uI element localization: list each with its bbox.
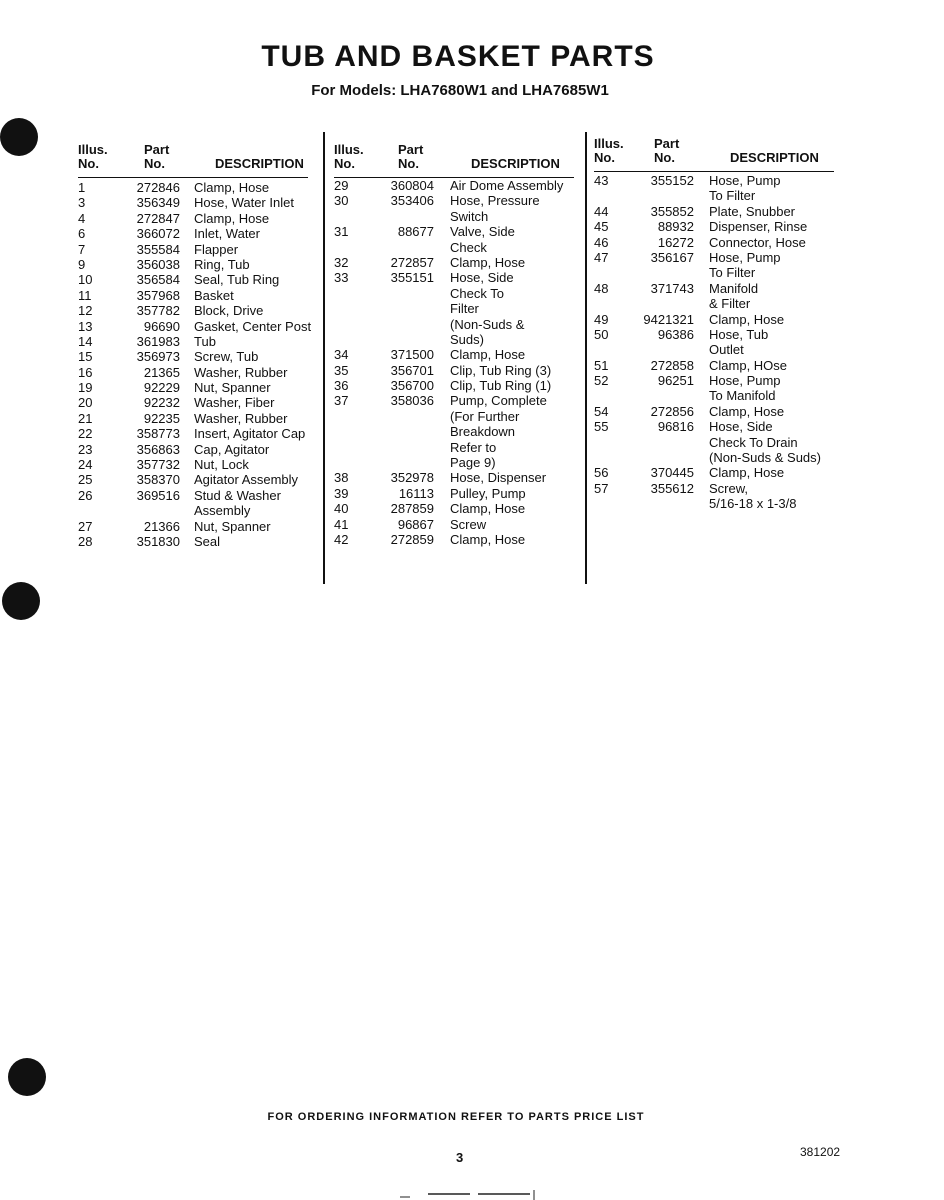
table-row: 42 272859 Clamp, Hose	[334, 531, 526, 547]
table-row: 11 357968 Basket	[78, 287, 234, 303]
table-row: 9 356038 Ring, Tub	[78, 256, 250, 272]
page-title: TUB AND BASKET PARTS	[261, 40, 655, 73]
header-description: DESCRIPTION	[730, 150, 819, 165]
table-row: Refer to	[450, 439, 497, 455]
table-row: 45 88932 Dispenser, Rinse	[594, 219, 808, 235]
table-row: Suds)	[450, 331, 484, 347]
column-header	[594, 131, 834, 172]
header-illus: Illus.	[594, 136, 624, 151]
table-row: 44 355852 Plate, Snubber	[594, 203, 796, 219]
table-row: 35 356701 Clip, Tub Ring (3)	[334, 362, 552, 378]
table-row: 22 358773 Insert, Agitator Cap	[78, 426, 306, 442]
table-row: 13 96690 Gasket, Center Post	[78, 318, 312, 334]
binder-hole-top	[0, 118, 38, 156]
table-row: 23 356863 Cap, Agitator	[78, 441, 270, 457]
table-row: To Filter	[709, 265, 756, 281]
table-row: 31 88677 Valve, Side	[334, 224, 515, 240]
table-row: 29 360804 Air Dome Assembly	[334, 178, 564, 193]
table-row: (For Further	[450, 408, 520, 424]
parts-column-1	[78, 137, 312, 549]
binder-hole-middle	[2, 582, 40, 620]
table-row: 12 357782 Block, Drive	[78, 303, 264, 319]
table-row: 56 370445 Clamp, Hose	[594, 465, 785, 481]
table-row: Check To	[450, 285, 504, 301]
header-illus-no: No.	[78, 156, 99, 171]
table-row: 24 357732 Nut, Lock	[78, 457, 249, 473]
table-row: 21 92235 Washer, Rubber	[78, 410, 288, 426]
table-row: 26 369516 Stud & Washer	[78, 487, 281, 503]
column-header	[334, 137, 574, 178]
table-row: 25 358370 Agitator Assembly	[78, 472, 299, 488]
table-row: Filter	[450, 301, 479, 317]
table-row: 20 92232 Washer, Fiber	[78, 395, 275, 411]
ordering-info-note: FOR ORDERING INFORMATION REFER TO PARTS PRICE LIST	[267, 1111, 645, 1123]
header-description: DESCRIPTION	[215, 156, 304, 171]
page-subtitle: For Models: LHA7680W1 and LHA7685W1	[311, 82, 609, 99]
table-row: 40 287859 Clamp, Hose	[334, 501, 526, 517]
header-illus-no: No.	[594, 150, 615, 165]
header-illus: Illus.	[78, 142, 108, 157]
table-row: 4 272847 Clamp, Hose	[78, 210, 270, 226]
table-row: 38 352978 Hose, Dispenser	[334, 470, 547, 486]
table-row: 3 356349 Hose, Water Inlet	[78, 195, 294, 211]
column-divider-1	[323, 132, 325, 584]
table-row: 55 96816 Hose, Side	[594, 419, 773, 435]
table-row: 32 272857 Clamp, Hose	[334, 254, 526, 270]
header-part: Part	[398, 142, 424, 157]
table-row: 49 9421321 Clamp, Hose	[594, 311, 785, 327]
table-row: 57 355612 Screw,	[594, 480, 749, 496]
document-code: 381202	[800, 1145, 841, 1159]
table-row: & Filter	[709, 296, 751, 312]
parts-rows	[334, 178, 574, 547]
table-row: 10 356584 Seal, Tub Ring	[78, 272, 280, 288]
table-row: 43 355152 Hose, Pump	[594, 173, 781, 188]
table-row: Assembly	[194, 503, 251, 519]
table-row: 51 272858 Clamp, HOse	[594, 357, 788, 373]
header-illus: Illus.	[334, 142, 364, 157]
table-row: 46 16272 Connector, Hose	[594, 234, 806, 250]
header-description: DESCRIPTION	[471, 156, 560, 171]
table-row: Outlet	[709, 342, 744, 358]
header-part: Part	[654, 136, 680, 151]
table-row: 39 16113 Pulley, Pump	[334, 485, 526, 501]
table-row: Check To Drain	[709, 434, 798, 450]
header-part-no: No.	[654, 150, 675, 165]
table-row: 36 356700 Clip, Tub Ring (1)	[334, 378, 552, 394]
table-row: Page 9)	[450, 455, 496, 471]
page-number: 3	[456, 1150, 464, 1165]
table-row: 1 272846 Clamp, Hose	[78, 180, 270, 195]
table-row: 54 272856 Clamp, Hose	[594, 403, 785, 419]
binder-hole-bottom	[8, 1058, 46, 1096]
table-row: 5/16-18 x 1-3/8	[709, 496, 797, 512]
table-row: 27 21366 Nut, Spanner	[78, 518, 271, 534]
table-row: 30 353406 Hose, Pressure	[334, 193, 540, 209]
table-row: 28 351830 Seal	[78, 533, 221, 549]
parts-rows	[594, 172, 834, 512]
parts-column-2	[334, 137, 574, 547]
table-row: 37 358036 Pump, Complete	[334, 393, 547, 409]
table-row: (Non-Suds & Suds)	[709, 450, 821, 466]
table-row: 52 96251 Hose, Pump	[594, 373, 781, 389]
table-row: To Manifold	[709, 388, 776, 404]
table-row: 34 371500 Clamp, Hose	[334, 347, 526, 363]
table-row: 19 92229 Nut, Spanner	[78, 380, 271, 396]
table-row: 50 96386 Hose, Tub	[594, 326, 769, 342]
column-header	[78, 137, 308, 178]
table-row: 6 366072 Inlet, Water	[78, 226, 260, 242]
parts-rows	[78, 178, 312, 549]
header-part: Part	[144, 142, 170, 157]
table-row: 41 96867 Screw	[334, 516, 487, 532]
header-part-no: No.	[144, 156, 165, 171]
scan-artifact	[400, 1188, 540, 1200]
table-row: Breakdown	[450, 424, 516, 440]
table-row: Switch	[450, 208, 489, 224]
table-row: 7 355584 Flapper	[78, 241, 239, 257]
header-illus-no: No.	[334, 156, 355, 171]
table-row: 47 356167 Hose, Pump	[594, 249, 781, 265]
table-row: 16 21365 Washer, Rubber	[78, 364, 288, 380]
column-divider-2	[585, 132, 587, 584]
table-row: (Non-Suds &	[450, 316, 525, 332]
table-row: 48 371743 Manifold	[594, 280, 759, 296]
table-row: 15 356973 Screw, Tub	[78, 349, 259, 365]
table-row: 33 355151 Hose, Side	[334, 270, 514, 286]
table-row: Check	[450, 239, 487, 255]
table-row: To Filter	[709, 188, 756, 204]
header-part-no: No.	[398, 156, 419, 171]
table-row: 14 361983 Tub	[78, 333, 216, 349]
parts-column-3	[594, 131, 834, 512]
